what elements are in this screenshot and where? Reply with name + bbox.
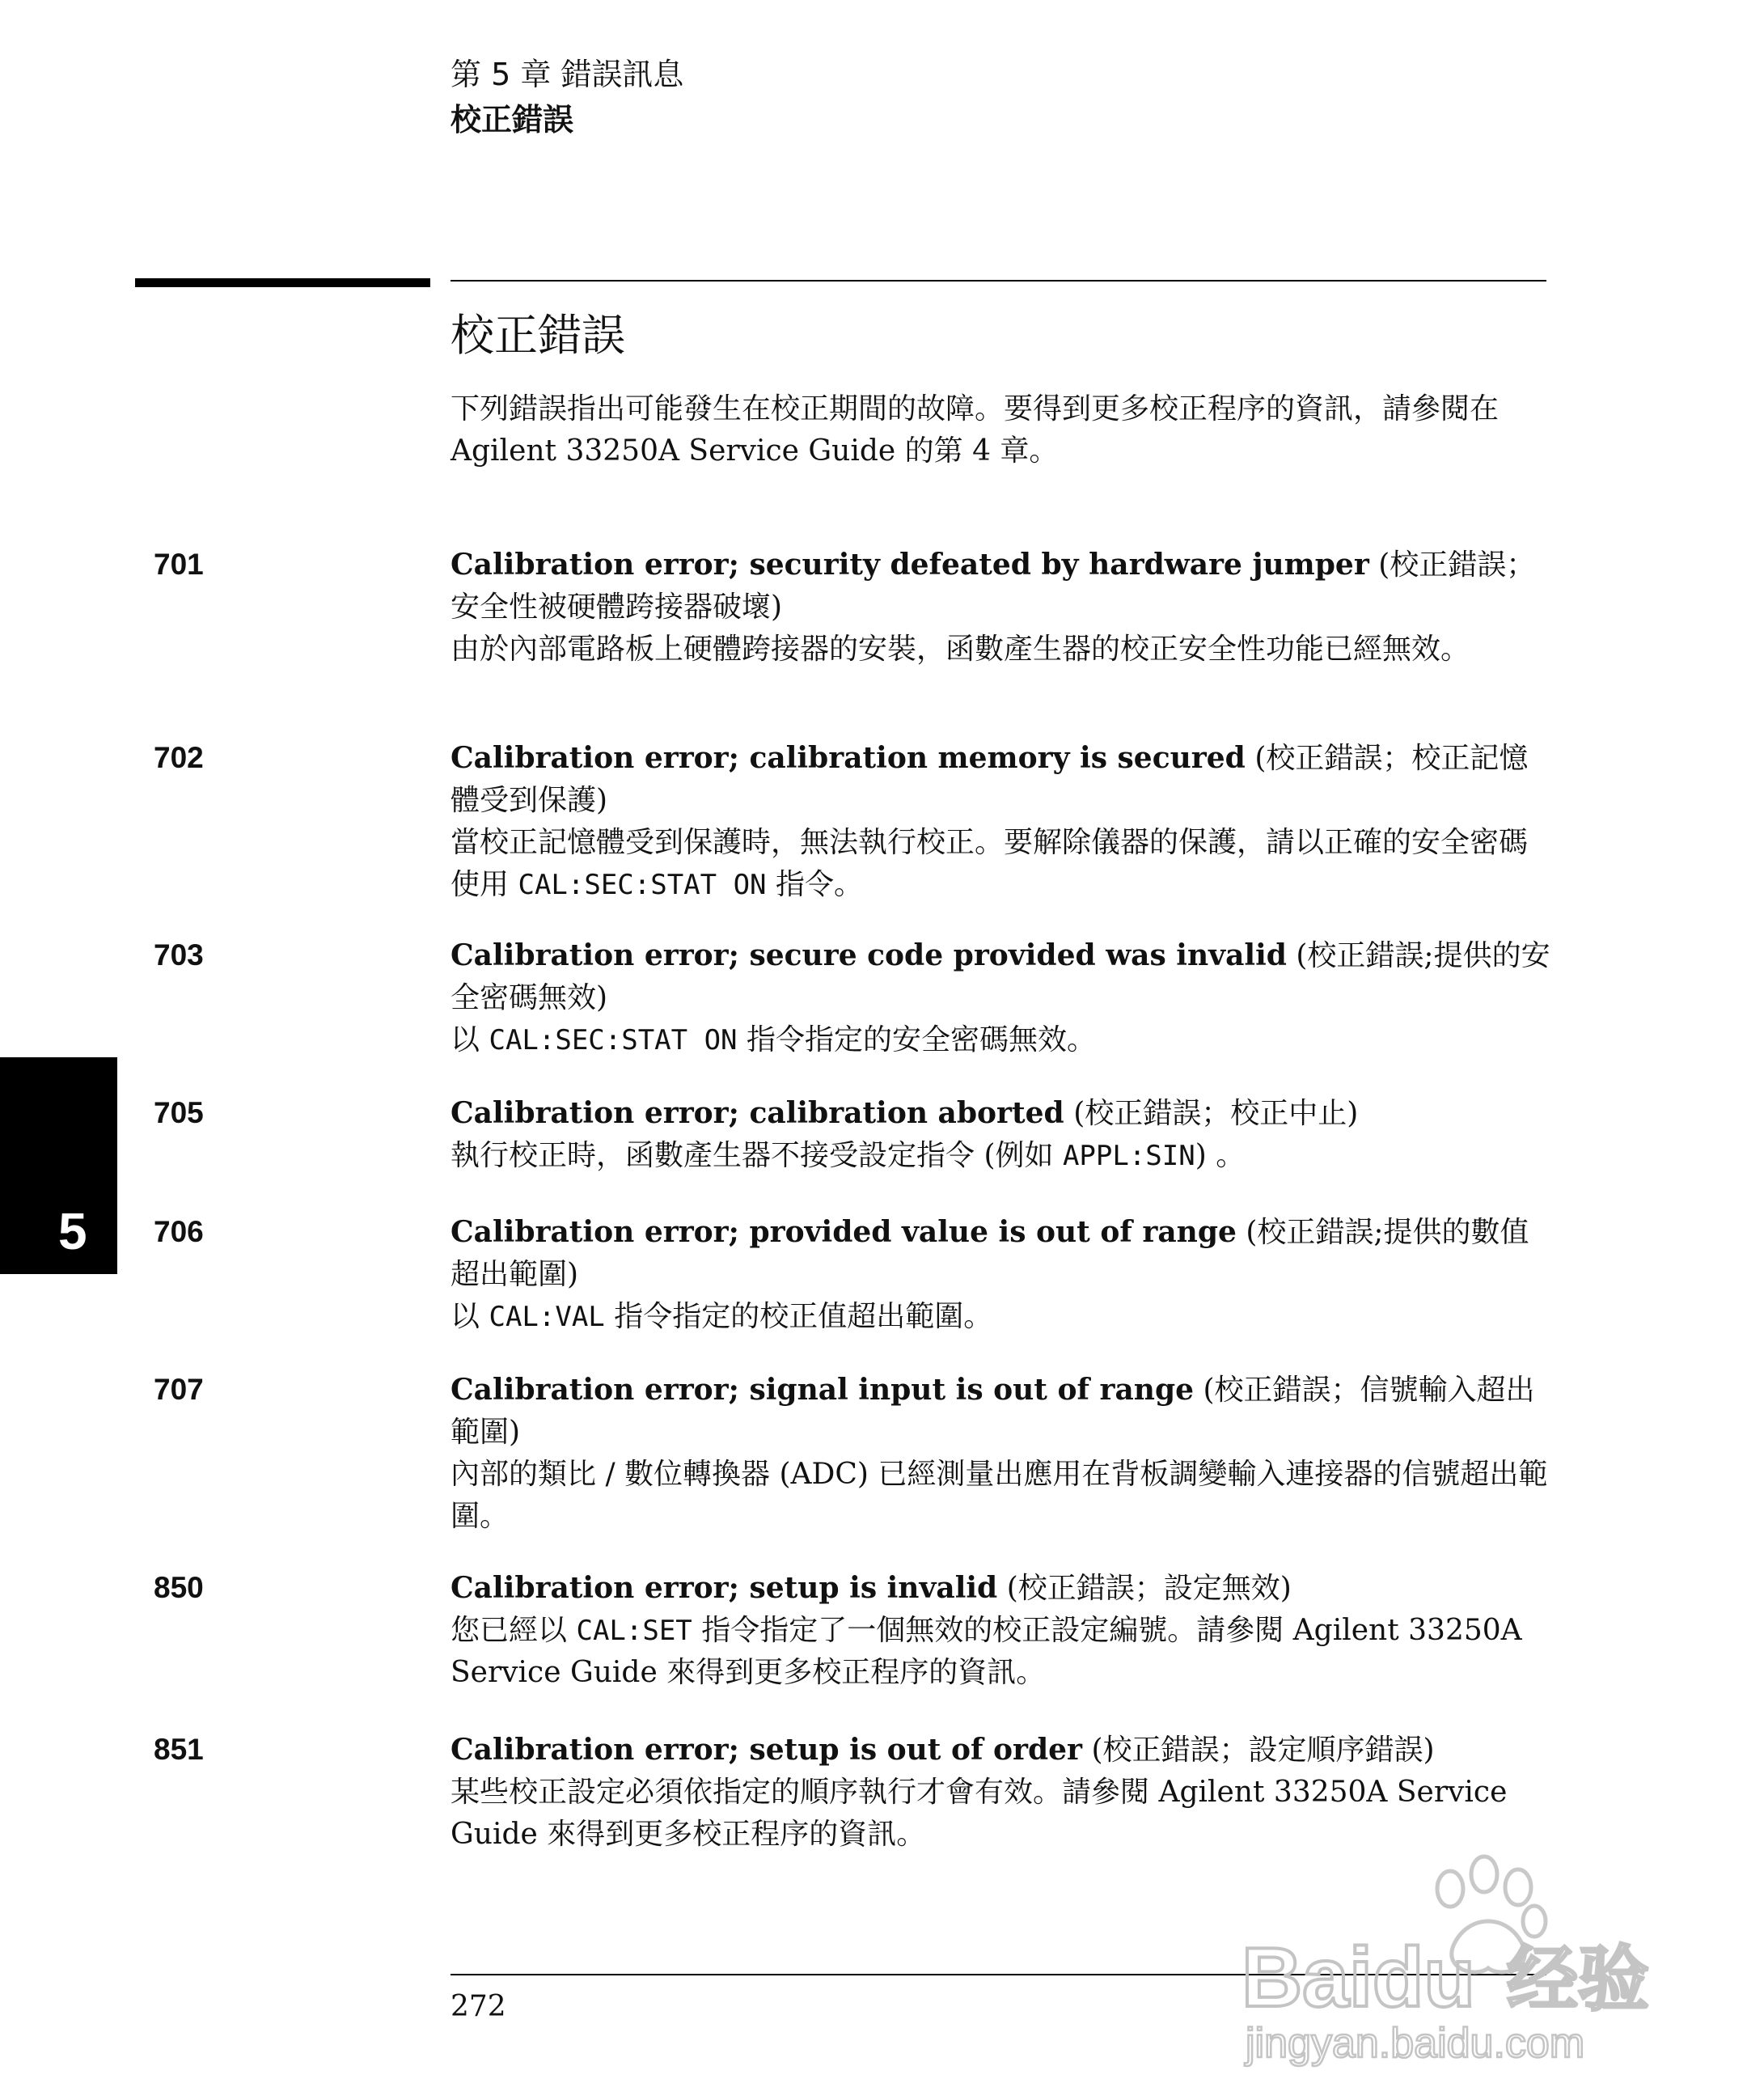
- error-title: Calibration error; calibration aborted: [450, 1096, 1064, 1130]
- error-description: 某些校正設定必須依指定的順序執行才會有效。請參閱 Agilent 33250A Service Guide 來得到更多校正程序的資訊。: [450, 1776, 1508, 1851]
- error-translation: (校正錯誤；校正記憶體受到保護): [450, 742, 1529, 817]
- error-code: 705: [154, 1096, 204, 1129]
- error-description: 您已經以: [450, 1614, 568, 1647]
- error-translation: (校正錯誤;提供的數值超出範圍): [450, 1216, 1529, 1291]
- error-translation: (校正錯誤；校正中止): [1073, 1097, 1359, 1130]
- watermark-brand-cn: 经验: [1507, 1937, 1650, 2021]
- error-title: Calibration error; setup is invalid: [450, 1571, 998, 1605]
- error-description-end: ) 。: [1195, 1139, 1246, 1172]
- error-code: 851: [154, 1733, 204, 1766]
- error-text: [450, 1369, 1550, 1538]
- header-rule-thin: [450, 280, 1546, 282]
- command-code: CAL:SEC:STAT ON: [518, 869, 767, 901]
- error-title: Calibration error; provided value is out of range: [450, 1215, 1237, 1249]
- error-code: 850: [154, 1571, 204, 1604]
- intro-paragraph: 下列錯誤指出可能發生在校正期間的故障。要得到更多校正程序的資訊，請參閱在 Agilent 33250A Service Guide 的第 4 章。: [450, 392, 1500, 468]
- error-description: 以: [450, 1023, 480, 1056]
- error-code: 701: [154, 548, 204, 581]
- error-title: Calibration error; calibration memory is secured: [450, 741, 1246, 775]
- error-text: [450, 544, 1550, 671]
- error-text: [450, 1567, 1550, 1694]
- running-header-chapter: 第 5 章 錯誤訊息: [450, 57, 684, 92]
- command-code: CAL:VAL: [489, 1301, 605, 1333]
- watermark-brand: Baidu: [1242, 1931, 1475, 2025]
- error-translation: (校正錯誤；設定順序錯誤): [1091, 1734, 1435, 1767]
- page-number: 272: [450, 1990, 506, 2023]
- error-translation: (校正錯誤；設定無效): [1006, 1572, 1292, 1605]
- running-header-section: 校正錯誤: [450, 102, 574, 138]
- error-title: Calibration error; security defeated by hardware jumper: [450, 548, 1369, 582]
- error-description-end: 指令指定的校正值超出範圍。: [614, 1300, 993, 1333]
- command-code: CAL:SEC:STAT ON: [489, 1024, 738, 1056]
- error-description: 由於內部電路板上硬體跨接器的安裝，函數產生器的校正安全性功能已經無效。: [450, 633, 1470, 666]
- page-title: 校正錯誤: [450, 310, 625, 361]
- error-description-end: 指令指定的安全密碼無效。: [746, 1023, 1096, 1056]
- error-code: 702: [154, 741, 204, 774]
- error-code: 703: [154, 938, 204, 972]
- error-description: 執行校正時，函數產生器不接受設定指令 (例如: [450, 1139, 1054, 1172]
- error-text: [450, 1092, 1550, 1177]
- error-description: 當校正記憶體受到保護時，無法執行校正。要解除儀器的保護，請以正確的安全密碼使用: [450, 826, 1529, 901]
- error-title: Calibration error; secure code provided was invalid: [450, 938, 1287, 972]
- error-title: Calibration error; setup is out of order: [450, 1733, 1083, 1767]
- error-translation: (校正錯誤;提供的安全密碼無效): [450, 939, 1550, 1014]
- error-translation: (校正錯誤；安全性被硬體跨接器破壞): [450, 548, 1536, 624]
- error-translation: (校正錯誤；信號輸入超出範圍): [450, 1374, 1535, 1449]
- command-code: CAL:SET: [576, 1615, 692, 1647]
- error-text: [450, 934, 1550, 1061]
- error-title: Calibration error; signal input is out of range: [450, 1373, 1195, 1407]
- watermark-url: jingyan.baidu.com: [1246, 2020, 1585, 2067]
- error-text: [450, 1211, 1550, 1338]
- error-code: 706: [154, 1215, 204, 1248]
- baidu-watermark: [1242, 1824, 1662, 2071]
- error-description: 內部的類比 / 數位轉換器 (ADC) 已經測量出應用在背板調變輸入連接器的信號超出範圍。: [450, 1458, 1548, 1533]
- chapter-tab: [0, 1057, 117, 1274]
- error-description: 以: [450, 1300, 480, 1333]
- header-rule-thick: [135, 278, 430, 287]
- error-code: 707: [154, 1373, 204, 1406]
- error-text: [450, 737, 1550, 906]
- command-code: APPL:SIN: [1062, 1140, 1195, 1172]
- error-description-end: 指令。: [775, 868, 863, 901]
- chapter-tab-number: 5: [58, 1202, 87, 1260]
- error-description-end: 指令指定了一個無效的校正設定編號。請參閱 Agilent 33250A Service Guide 來得到更多校正程序的資訊。: [450, 1614, 1522, 1689]
